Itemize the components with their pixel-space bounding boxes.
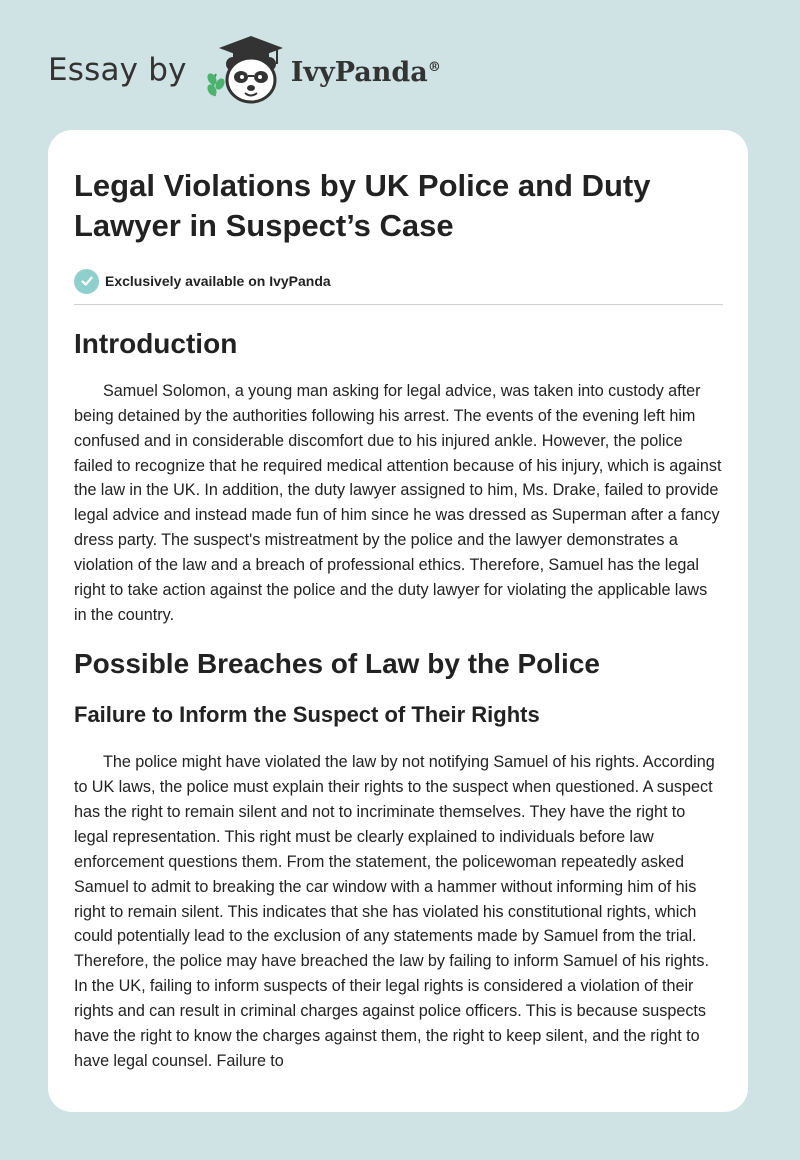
exclusive-badge (74, 268, 723, 294)
essay-card (48, 130, 748, 1112)
essay-by-label: Essay by (48, 52, 187, 88)
site-header (48, 30, 608, 110)
introduction-heading: Introduction (74, 328, 238, 359)
introduction-paragraph: Samuel Solomon, a young man asking for legal advice, was taken into custody after being detained by the authorities following his arrest. The events of the evening left him confused and in considerable discomfort due to his injured ankle. However, the police failed to recognize that he required medical attention because of his injury, which is against the law in the UK. In addition, the duty lawyer assigned to him, Ms. Drake, failed to provide legal advice and instead made fun of him since he was dressed as Superman after a fancy dress party. The suspect's mistreatment by the police and the lawyer demonstrates a violation of the law and a breach of professional ethics. Therefore, Samuel has the legal right to take action against the police and the duty lawyer for violating the applicable laws in the country. (74, 382, 722, 624)
rights-paragraph: The police might have violated the law by not notifying Samuel of his rights. According to UK laws, the police must explain their rights to the suspect when questioned. A suspect has the right to remain silent and not to incriminate themselves. They have the right to legal representation. This right must be clearly explained to individuals before law enforcement questions them. From the statement, the policewoman repeatedly asked Samuel to admit to breaking the car window with a hammer without informing him of his right to remain silent. This indicates that she has violated his constitutional rights, which could potentially lead to the exclusion of any statements made by Samuel from the trial. Therefore, the police may have breached the law by failing to inform Samuel of his rights. In the UK, failing to inform suspects of their legal rights is considered a violation of their rights and can result in criminal charges against police officers. This is because suspects have the right to know the charges against them, the right to keep silent, and the right to have legal counsel. Failure to (74, 753, 715, 1070)
panda-graduate-icon[interactable] (203, 34, 287, 106)
title-divider (74, 304, 723, 305)
registered-mark: ® (427, 59, 441, 75)
exclusive-badge-text: Exclusively available on IvyPanda (105, 273, 331, 289)
brand-name[interactable] (291, 57, 441, 88)
essay-title: Legal Violations by UK Police and Duty Lawyer in Suspect’s Case (74, 168, 651, 243)
essay-content (74, 130, 723, 1073)
rights-subheading: Failure to Inform the Suspect of Their Rights (74, 702, 540, 728)
check-circle-icon (74, 269, 99, 294)
brand-text: IvyPanda (290, 56, 428, 88)
breaches-heading: Possible Breaches of Law by the Police (74, 648, 600, 680)
